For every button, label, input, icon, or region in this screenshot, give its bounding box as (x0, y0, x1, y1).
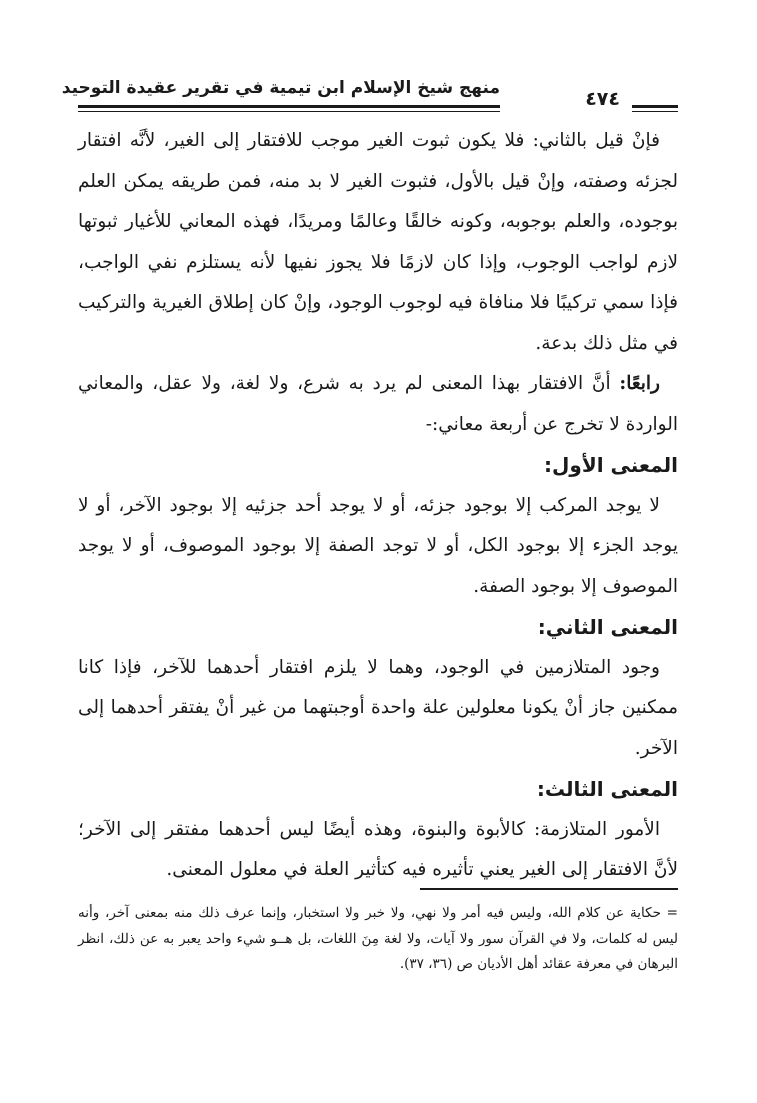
paragraph-2-text: أنَّ الافتقار بهذا المعنى لم يرد به شرع، ولا لغة، ولا عقل، والمعاني الواردة لا تخرج عن أربعة معاني:- (78, 373, 678, 435)
heading-second-meaning: المعنى الثاني: (537, 615, 678, 639)
footnote-text: = حكاية عن كلام الله، وليس فيه أمر ولا نهي، ولا خبر ولا استخبار، وإنما عرف ذلك منه بمعنى آخر، وأنه ليس له كلمات، ولا في القرآن سور ولا آيات، ولا لغة مِنَ اللغات، بل هــو شيء واحد يعبر به عن ذلك، انظر البرهان في معرفة عقائد أهل الأديان ص (٣٦، ٣٧). (78, 905, 678, 972)
footnote (78, 901, 678, 978)
running-header (61, 74, 678, 114)
paragraph-5: الأمور المتلازمة: كالأبوة والبنوة، وهذه أيضًا ليس أحدهما مفتقر إلى الآخر؛ لأنَّ الافتقار إلى الغير يعني تأثيره فيه كتأثير العلة في معلول المعنى. (78, 818, 678, 880)
header-rule (78, 105, 500, 108)
paragraph-3: لا يوجد المركب إلا بوجود جزئه، أو لا يوجد أحد جزئيه إلا بوجود الآخر، أو لا يوجد الجزء إلا بوجود الكل، أو لا توجد الصفة إلا بوجود الموصوف، أو لا يوجد الموصوف إلا بوجود الصفة. (78, 494, 678, 597)
heading-first-meaning: المعنى الأول: (544, 453, 678, 477)
page-number-rule-thin (632, 111, 678, 112)
main-text (78, 121, 678, 891)
heading-third-meaning: المعنى الثالث: (536, 777, 678, 801)
paragraph-2-lead: رابعًا: (619, 373, 660, 394)
paragraph-4: وجود المتلازمين في الوجود، وهما لا يلزم افتقار أحدهما للآخر، فإذا كانا ممكنين جاز أنْ يكونا معلولين علة واحدة أوجبتهما من غير أنْ يفتقر أحدهما إلى الآخر. (78, 656, 678, 759)
running-title: منهج شيخ الإسلام ابن تيمية في تقرير عقيدة التوحيد (61, 78, 500, 98)
page-number-rule (632, 105, 678, 108)
footnote-separator (420, 888, 678, 890)
header-rule-thin (78, 111, 500, 112)
page-number: ٤٧٤ (585, 88, 620, 110)
paragraph-1: فإنْ قيل بالثاني: فلا يكون ثبوت الغير موجب للافتقار إلى الغير، لأنَّه افتقار لجزئه وصفته، وإنْ قيل بالأول، فثبوت الغير لا بد منه، فمن طريقه يمكن العلم بوجوده، والعلم بوجوبه، وكونه خالقًا وعالمًا ومريدًا، فهذه المعاني للأغيار ثبوتها لازم لواجب الوجوب، وإذا كان لازمًا فلا يجوز نفيها لأنه يستلزم نفي الواجب، فإذا سمي تركيبًا فلا منافاة فيه لوجوب الوجود، وإنْ كان إطلاق الغيرية والتركيب في مثل ذلك بدعة. (78, 130, 678, 354)
paragraph-2 (78, 364, 678, 445)
